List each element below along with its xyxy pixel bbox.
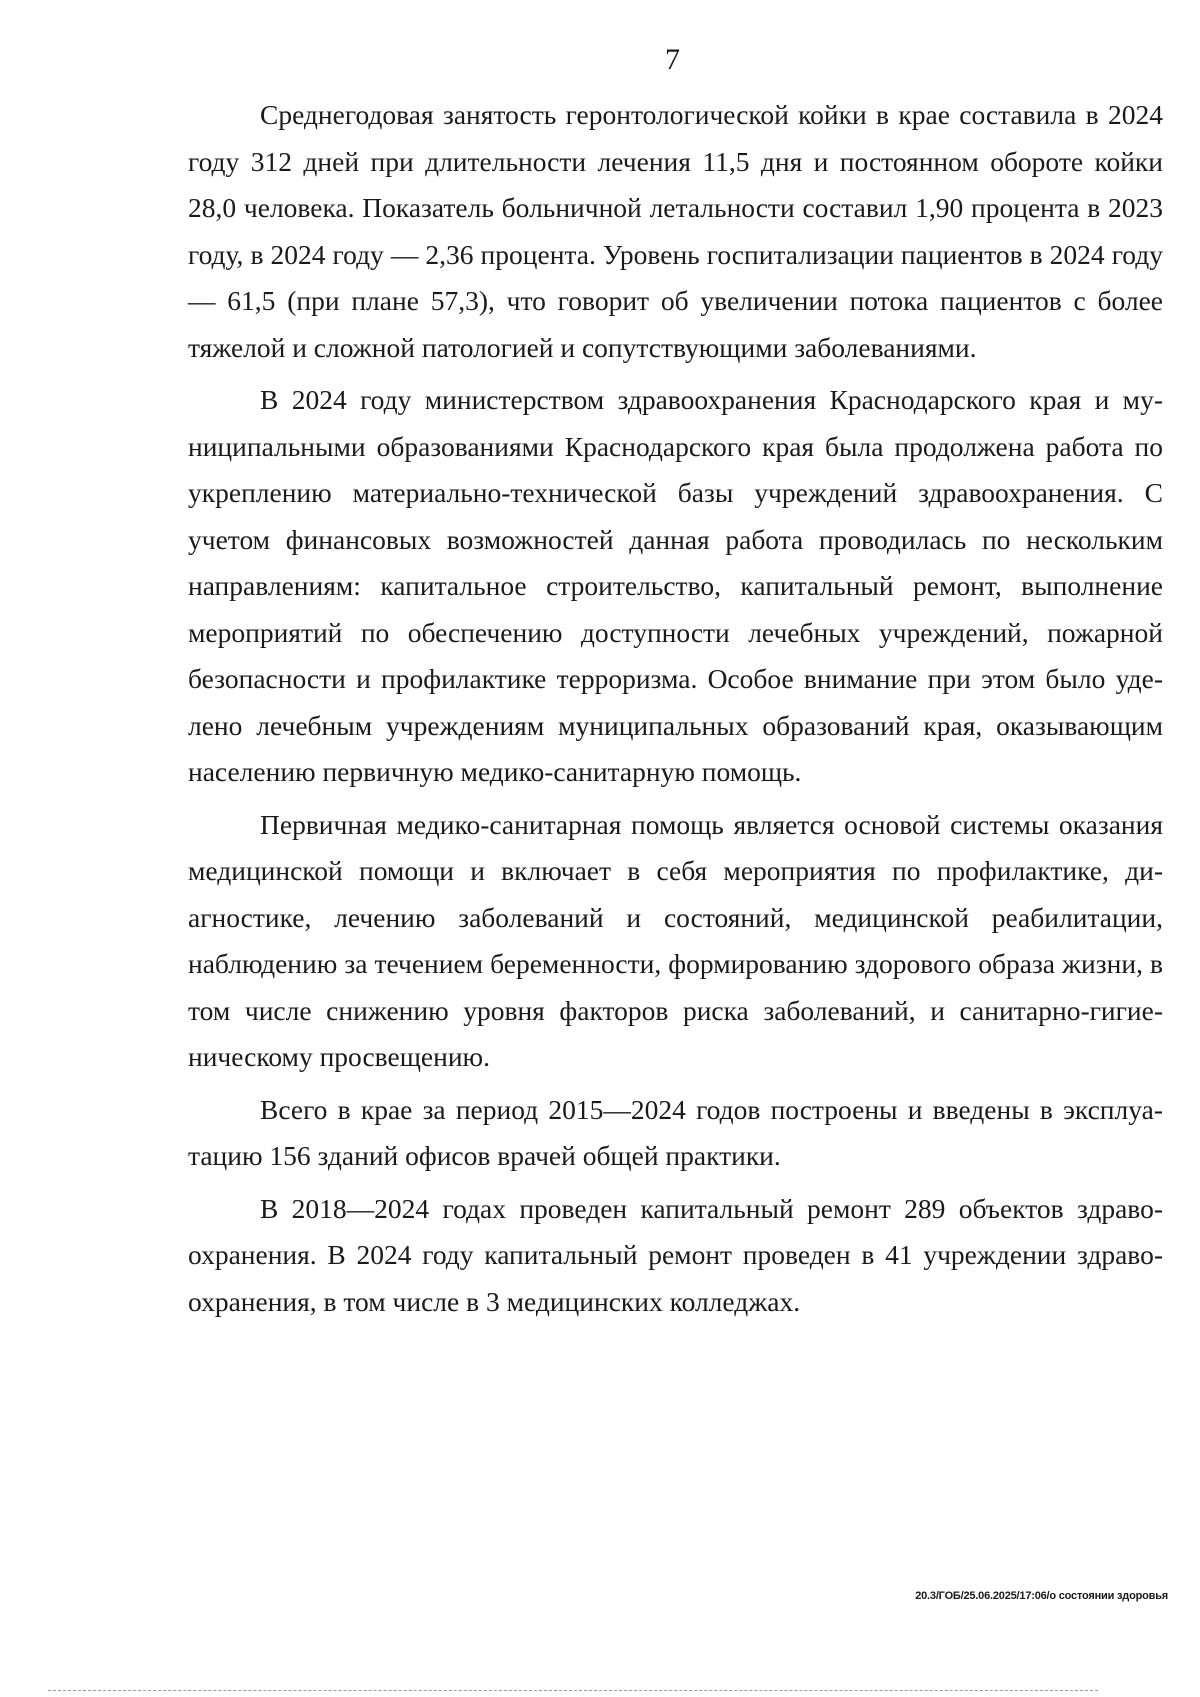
document-body xyxy=(188,92,1163,1331)
paragraph-primary-care: Первичная медико-санитарная помощь является основой системы оказания медицинской помощи и включает в себя мероприятия по профилактике, диагностике, лечению заболеваний и состояний, медицинской реабилитации, наблюдению за течением беременности, формированию здорового образа жизни, в том числе снижению уровня факторов риска заболеваний, и санитарно-гигиеническому просвещению. xyxy=(188,808,1163,1072)
page-bottom-divider xyxy=(48,1690,1098,1691)
document-code-footer: 20.3/ГОБ/25.06.2025/17:06/о состоянии здоровья xyxy=(915,1590,1168,1602)
paragraph-material-technical-base: В 2024 году министерством здравоохранения Краснодарского края и муниципальными образованиями Краснодарского края была продолжена работа по укреплению материально-технической базы учреждений здравоохранения. С учетом финансовых возможностей данная работа проводилась по нескольким направлениям: капитальное строительство, капитальный ремонт, выполнение мероприятий по обеспечению доступности лечебных учреждений, пожарной безопасности и профилактике терроризма. Особое внимание при этом было уделено лечебным учреждениям муниципальных образований края, оказывающим населению первичную медико-санитарную помощь. xyxy=(188,384,1163,787)
paragraph-geriatric-bed-statistics: Среднегодовая занятость геронтологической койки в крае составила в 2024 году 312 дней при длительности лечения 11,5 дня и постоянном обороте койки 28,0 человека. Показатель больничной летальности составил 1,90 процента в 2023 году, в 2024 году — 2,36 процента. Уровень госпитализации пациентов в 2024 году — 61,5 (при плане 57,3), что говорит об увеличении потока пациентов с более тяжелой и сложной патологией и сопутствующими заболеваниями. xyxy=(188,99,1163,363)
paragraph-capital-repair: В 2018—2024 годах проведен капитальный ремонт 289 объектов здравоохранения. В 2024 году капитальный ремонт проведен в 41 учреждении здравоохранения, в том числе в 3 медицинских колледжах. xyxy=(188,1192,1163,1317)
paragraph-gp-offices: Всего в крае за период 2015—2024 годов построены и введены в эксплуатацию 156 зданий офисов врачей общей практики. xyxy=(188,1093,1163,1171)
page-number: 7 xyxy=(665,43,680,76)
